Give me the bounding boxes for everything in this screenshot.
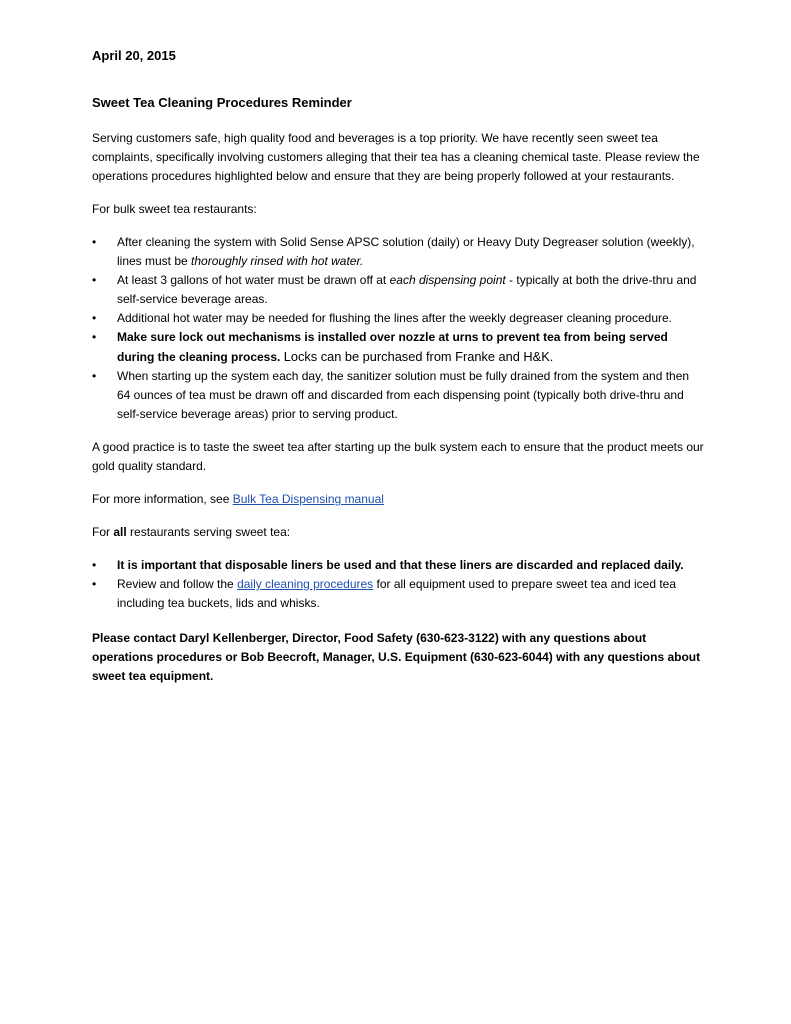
bullet-icon: • xyxy=(92,273,97,287)
memo-title: Sweet Tea Cleaning Procedures Reminder xyxy=(92,95,352,110)
list-item: • Additional hot water may be needed for flushing the lines after the weekly degreaser cleaning procedure. xyxy=(92,309,704,328)
all-restaurants-list xyxy=(92,556,704,613)
contact-paragraph: Please contact Daryl Kellenberger, Director, Food Safety (630-623-3122) with any questions about operations procedures or Bob Beecroft, Manager, U.S. Equipment (630-623-6044) with any questions about sweet tea equipment. xyxy=(92,631,701,683)
list-item: • After cleaning the system with Solid Sense APSC solution (daily) or Heavy Duty Degreaser solution (weekly), lines must be thoroughly rinsed with hot water. xyxy=(92,235,695,268)
memo-document xyxy=(92,46,704,686)
all-restaurants-heading: For all restaurants serving sweet tea: xyxy=(92,525,291,539)
bulk-tea-manual-link[interactable]: Bulk Tea Dispensing manual xyxy=(232,492,384,506)
bulk-procedures-list xyxy=(92,233,704,424)
bulk-heading: For bulk sweet tea restaurants: xyxy=(92,202,257,216)
bullet-icon: • xyxy=(92,577,97,591)
more-info-line: For more information, see Bulk Tea Dispensing manual xyxy=(92,492,384,506)
bullet-icon: • xyxy=(92,311,97,325)
list-item: • When starting up the system each day, the sanitizer solution must be fully drained from the system and then 64 ounces of tea must be drawn off and discarded from each dispensing point (typically both drive-thru and self-service beverage areas) prior to serving product. xyxy=(92,369,690,421)
good-practice-paragraph: A good practice is to taste the sweet tea after starting up the bulk system each to ensure that the product meets our gold quality standard. xyxy=(92,440,704,473)
daily-cleaning-procedures-link[interactable]: daily cleaning procedures xyxy=(237,577,374,591)
bullet-icon: • xyxy=(92,558,97,572)
bullet-icon: • xyxy=(92,235,97,249)
memo-date: April 20, 2015 xyxy=(92,48,176,63)
list-item: • At least 3 gallons of hot water must be drawn off at each dispensing point - typically at both the drive-thru and self-service beverage areas. xyxy=(92,273,697,306)
intro-paragraph: Serving customers safe, high quality food and beverages is a top priority. We have recently seen sweet tea complaints, specifically involving customers alleging that their tea has a cleaning chemical taste. Please review the operations procedures highlighted below and ensure that they are being properly followed at your restaurants. xyxy=(92,131,700,183)
list-item: • Review and follow the daily cleaning procedures for all equipment used to prepare sweet tea and iced tea including tea buckets, lids and whisks. xyxy=(92,577,677,610)
list-item: • It is important that disposable liners be used and that these liners are discarded and replaced daily. xyxy=(92,556,704,575)
bullet-icon: • xyxy=(92,330,97,344)
list-item: • Make sure lock out mechanisms is installed over nozzle at urns to prevent tea from being served during the cleaning process. Locks can be purchased from Franke and H&K. xyxy=(92,330,668,364)
bullet-icon: • xyxy=(92,369,97,383)
